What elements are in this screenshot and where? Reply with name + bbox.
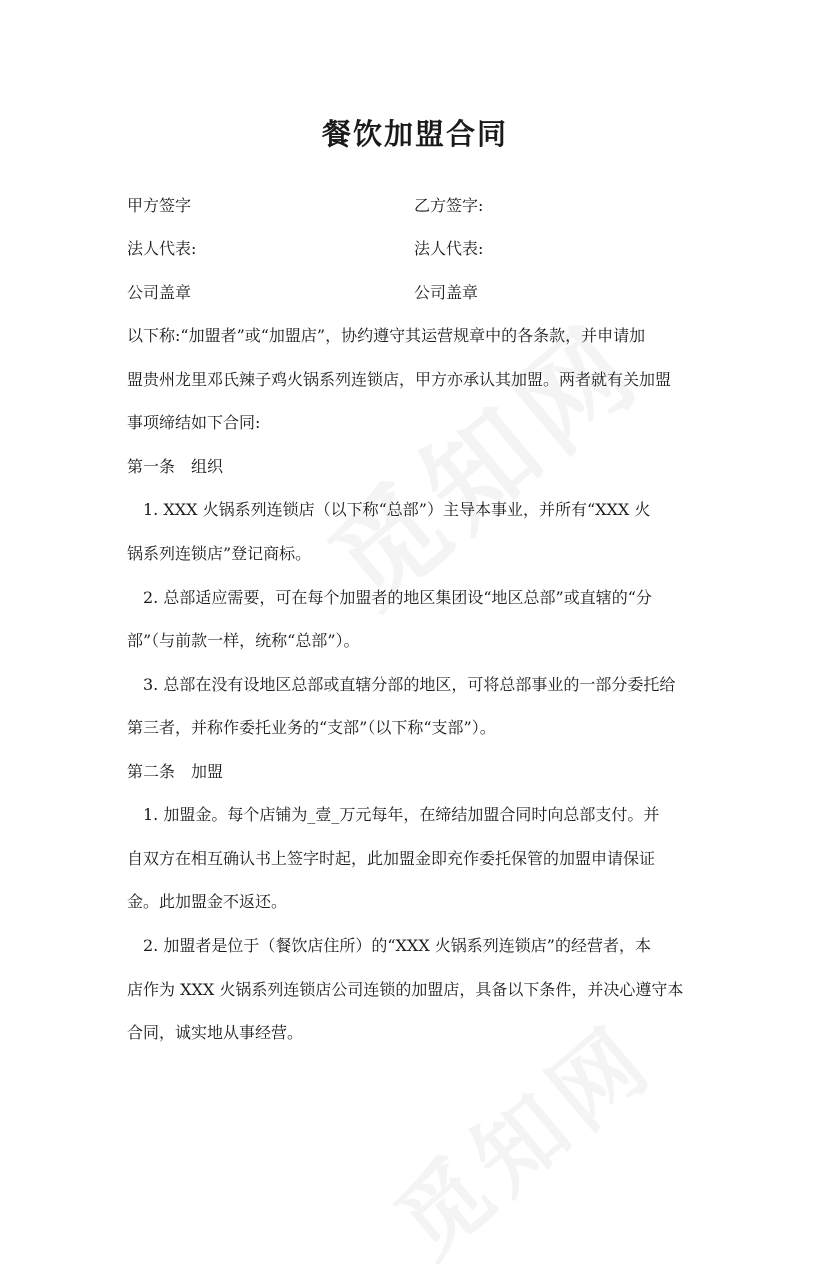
article-2-heading: 第二条 加盟 <box>127 762 224 781</box>
seal-b: 公司盖章 <box>414 283 479 302</box>
intro-line-3: 事项缔结如下合同: <box>127 413 261 432</box>
legal-rep-b: 法人代表: <box>414 239 484 258</box>
party-a-sign: 甲方签字 <box>127 196 192 215</box>
article-1-item-1-line-2: 锅系列连锁店”登记商标。 <box>127 544 312 563</box>
article-1-item-1-line-1: 1. XXX 火锅系列连锁店（以下称“总部”）主导本事业，并所有“XXX 火 <box>143 500 651 519</box>
article-1-item-2-line-2: 部”（与前款一样，统称“总部”）。 <box>127 631 360 650</box>
article-1-item-3-line-2: 第三者，并称作委托业务的“支部”（以下称“支部”）。 <box>127 718 496 737</box>
article-2-item-2-line-1: 2. 加盟者是位于（餐饮店住所）的“XXX 火锅系列连锁店”的经营者，本 <box>143 936 651 955</box>
article-2-item-2-line-3: 合同，诚实地从事经营。 <box>127 1023 304 1042</box>
party-b-sign: 乙方签字: <box>414 196 484 215</box>
seal-a: 公司盖章 <box>127 283 192 302</box>
watermark-lower <box>363 989 676 1281</box>
article-2-item-2-line-2: 店作为 XXX 火锅系列连锁店公司连锁的加盟店，具备以下条件，并决心遵守本 <box>127 980 684 999</box>
article-2-item-1-line-2: 自双方在相互确认书上签字时起，此加盟金即充作委托保管的加盟申请保证 <box>127 849 656 868</box>
article-1-heading: 第一条 组织 <box>127 457 224 476</box>
legal-rep-a: 法人代表: <box>127 239 197 258</box>
intro-line-2: 盟贵州龙里邓氏辣子鸡火锅系列连锁店，甲方亦承认其加盟。两者就有关加盟 <box>127 370 672 389</box>
document-title: 餐饮加盟合同 <box>321 117 508 151</box>
article-2-item-1-line-1: 1. 加盟金。每个店铺为_壹_万元每年，在缔结加盟合同时向总部支付。并 <box>143 805 660 824</box>
article-2-item-1-line-3: 金。此加盟金不返还。 <box>127 892 288 911</box>
article-1-item-3-line-1: 3. 总部在没有设地区总部或直辖分部的地区，可将总部事业的一部分委托给 <box>143 675 676 694</box>
intro-line-1: 以下称:“加盟者”或“加盟店”，协约遵守其运营规章中的各条款，并申请加 <box>127 326 646 345</box>
article-1-item-2-line-1: 2. 总部适应需要，可在每个加盟者的地区集团设“地区总部”或直辖的“分 <box>143 588 652 607</box>
